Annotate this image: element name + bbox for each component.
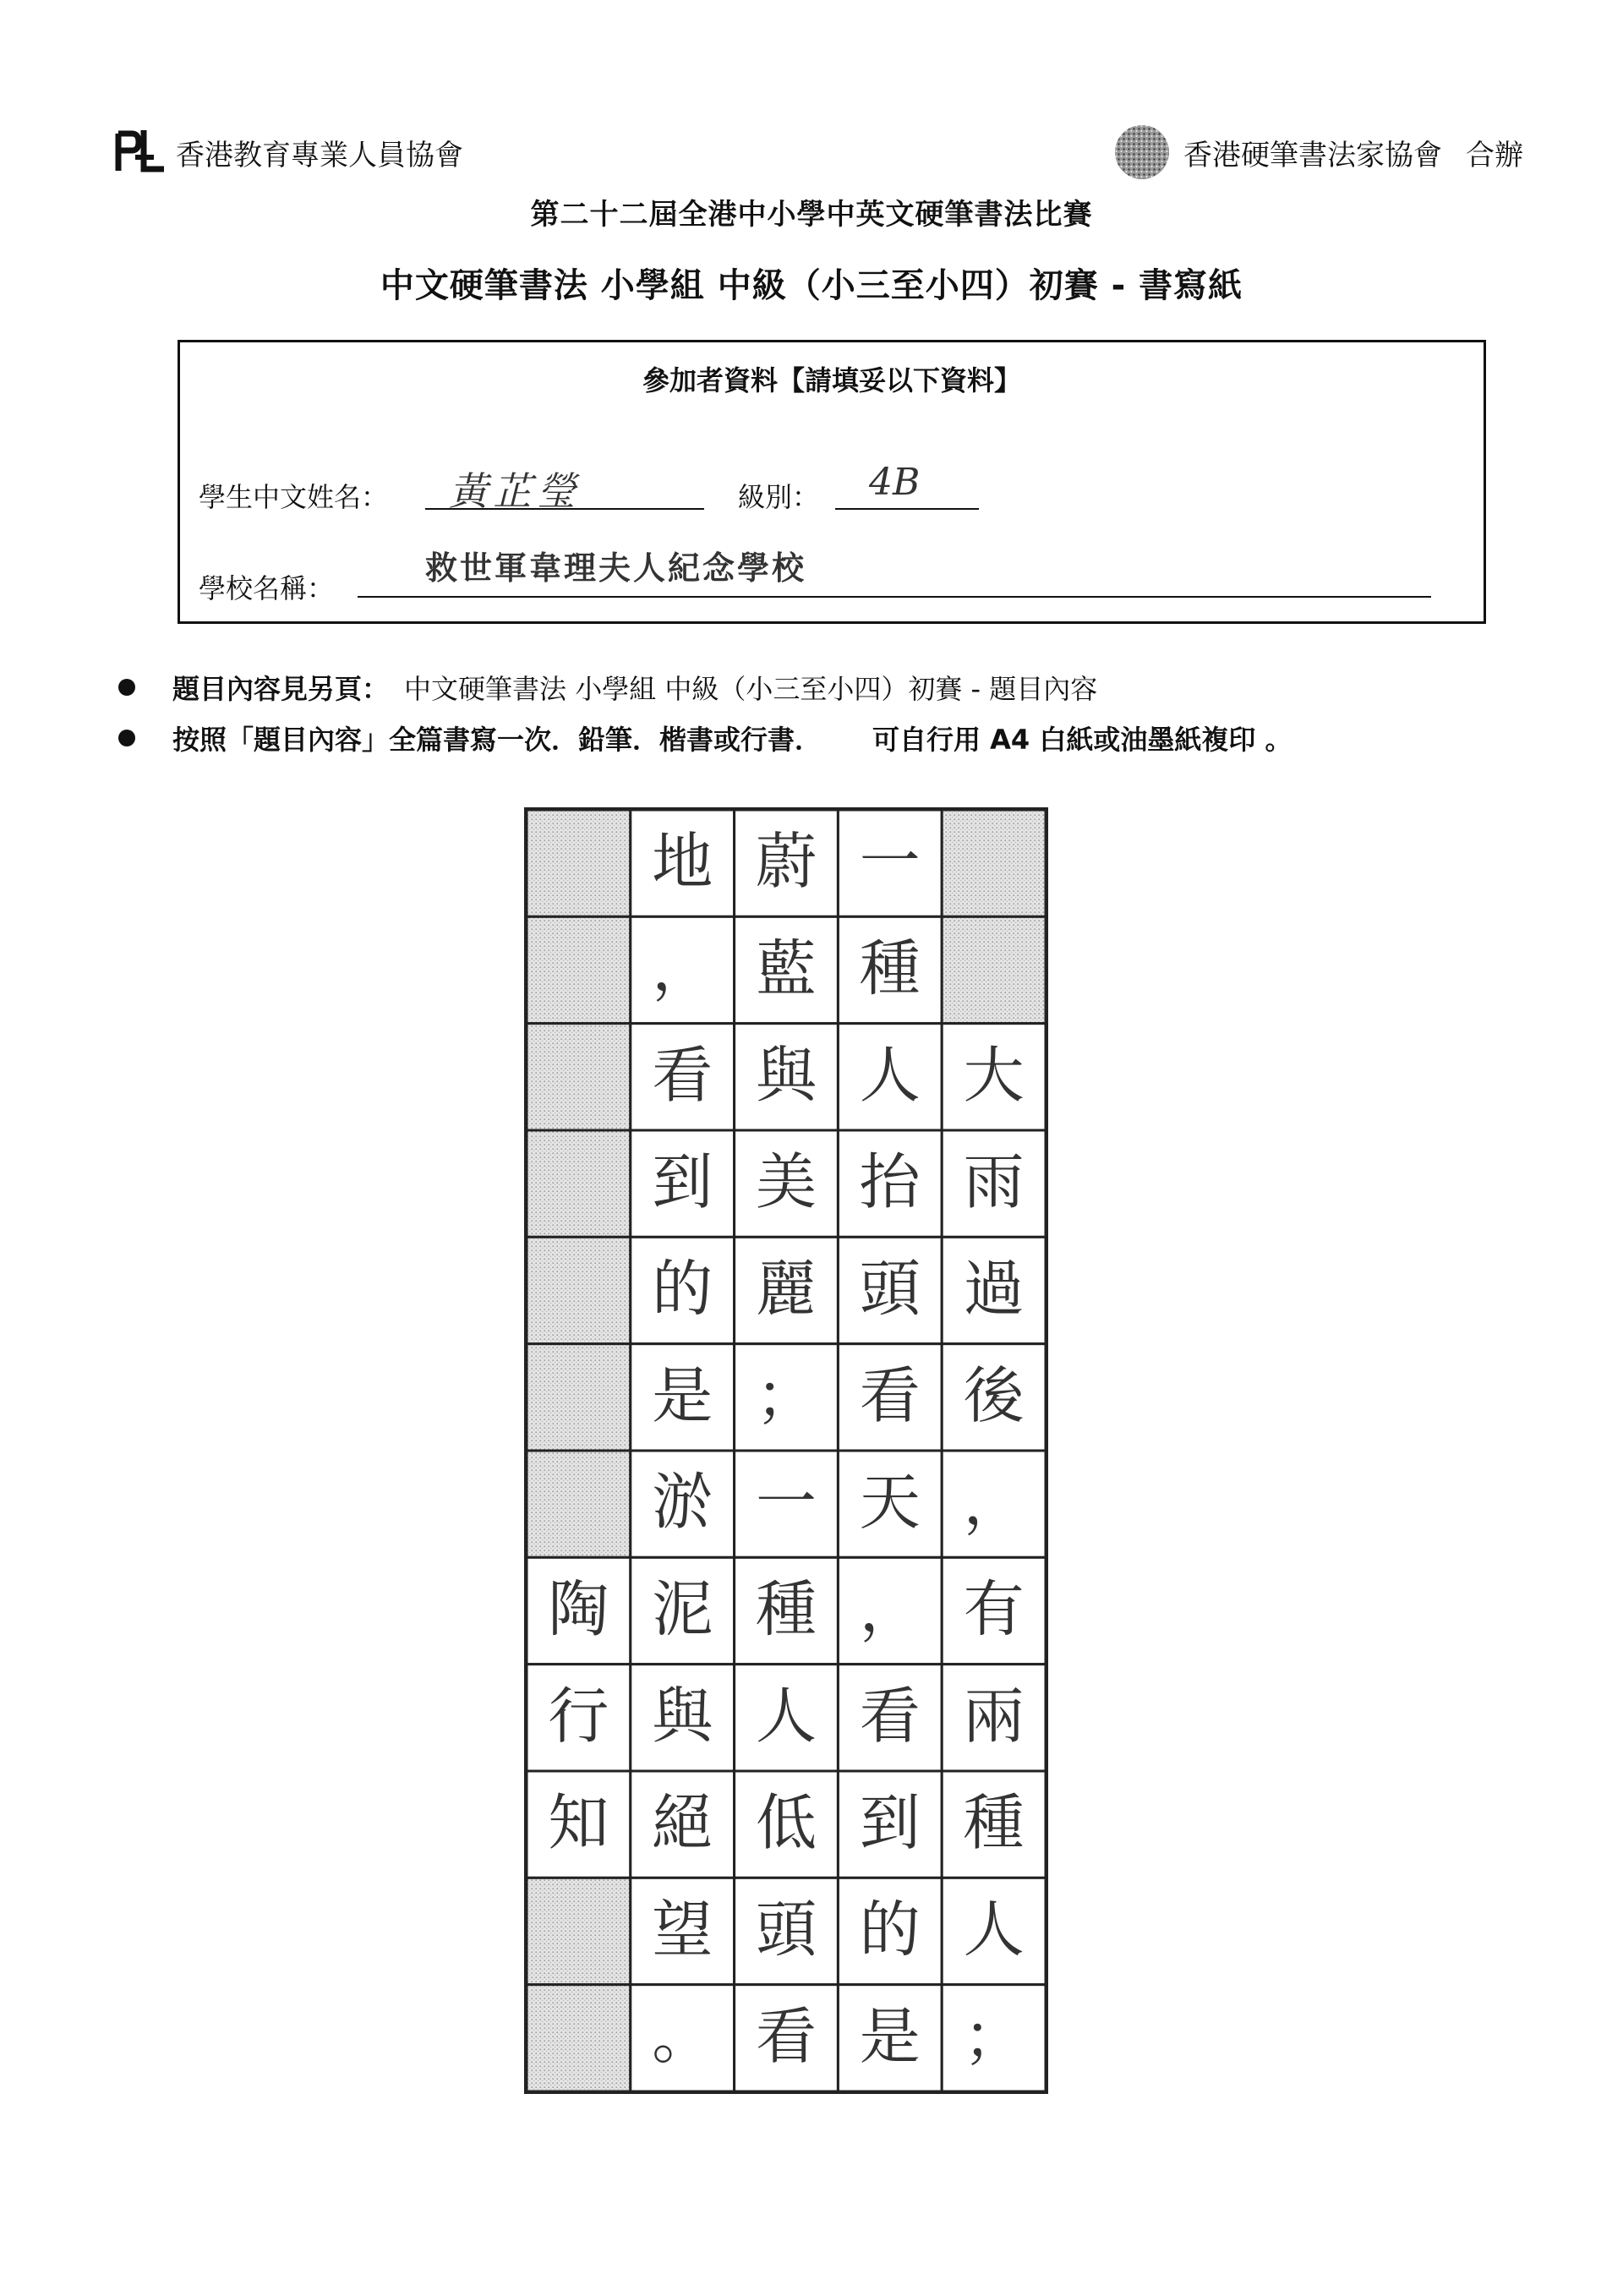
student-name-value: 黃芷瑩	[449, 468, 581, 514]
grid-character: 麗	[755, 1253, 817, 1325]
co-organized-label: 合辦	[1466, 138, 1523, 172]
grid-character: 抬	[859, 1146, 921, 1218]
instruction-2	[118, 719, 1292, 757]
grid-character: 望	[652, 1894, 713, 1965]
grid-cell-shaded	[527, 1237, 631, 1343]
grid-character: 知	[548, 1787, 609, 1859]
instruction-2-extra: 可自行用 A4 白紙或油墨紙複印 。	[872, 724, 1292, 756]
grid-character: 蔚	[755, 826, 817, 898]
grid-character: 絕	[652, 1787, 713, 1859]
grid-character: 過	[963, 1253, 1025, 1325]
grid-character: 一	[859, 826, 921, 898]
bullet-icon	[118, 730, 135, 746]
participant-info-box	[178, 340, 1486, 624]
grid-character: 種	[755, 1573, 817, 1645]
class-value: 4B	[869, 461, 921, 504]
grid-character: ，	[859, 1573, 921, 1645]
grid-character: 看	[652, 1039, 713, 1111]
grid-character: 。	[652, 2000, 713, 2072]
organizer-left-name: 香港教育專業人員協會	[176, 138, 463, 172]
grid-character: 藍	[755, 932, 817, 1004]
grid-character: 種	[963, 1787, 1025, 1859]
organizer-right	[1112, 127, 1523, 178]
grid-character: 到	[859, 1787, 921, 1859]
grid-character: 看	[859, 1680, 921, 1752]
grid-character: 行	[548, 1680, 609, 1752]
grid-character: 美	[755, 1146, 817, 1218]
school-name-field[interactable]	[358, 596, 1431, 598]
instruction-1-detail: 中文硬筆書法 小學組 中級（小三至小四）初賽 - 題目內容	[404, 673, 1098, 705]
grid-character: 大	[963, 1039, 1025, 1111]
organizer-right-name: 香港硬筆書法家協會	[1183, 138, 1442, 172]
grid-character: 頭	[755, 1894, 817, 1965]
grid-character: 兩	[963, 1680, 1025, 1752]
grid-character: 是	[652, 1359, 713, 1431]
writing-grid-canvas	[527, 810, 1046, 2091]
class-field[interactable]	[835, 508, 979, 510]
grid-character: ；	[963, 2000, 1025, 2072]
grid-character: 有	[963, 1573, 1025, 1645]
grid-character: 看	[755, 2000, 817, 2072]
grid-character: 泥	[652, 1573, 713, 1645]
grid-cell-shaded	[942, 916, 1046, 1023]
grid-cell-shaded	[942, 810, 1046, 916]
grid-cell-shaded	[527, 810, 631, 916]
grid-character: 人	[859, 1039, 921, 1111]
grid-character: ；	[755, 1359, 817, 1431]
grid-character: 的	[859, 1894, 921, 1965]
grid-character: 後	[963, 1359, 1025, 1431]
student-name-label: 學生中文姓名：	[199, 481, 389, 513]
grid-cell-shaded	[527, 1130, 631, 1237]
seal-icon	[1112, 123, 1172, 182]
competition-title: 第二十二屆全港中小學中英文硬筆書法比賽	[530, 198, 1093, 232]
instruction-1	[118, 668, 1097, 707]
school-name-label: 學校名稱：	[199, 572, 335, 604]
bullet-icon	[118, 679, 135, 696]
grid-character: 看	[859, 1359, 921, 1431]
grid-character: 與	[755, 1039, 817, 1111]
grid-character: 頭	[859, 1253, 921, 1325]
grid-character: 是	[859, 2000, 921, 2072]
writing-grid	[524, 807, 1048, 2094]
ptu-logo-icon	[110, 127, 169, 178]
instruction-1-prefix: 題目內容見另頁：	[172, 673, 390, 705]
school-name-value: 救世軍韋理夫人紀念學校	[425, 549, 807, 587]
grid-character: ，	[652, 932, 713, 1004]
grid-cell-shaded	[527, 1985, 631, 2091]
paper-title: 中文硬筆書法 小學組 中級（小三至小四）初賽 - 書寫紙	[380, 266, 1243, 305]
grid-character: 人	[963, 1894, 1025, 1965]
grid-character: 人	[755, 1680, 817, 1752]
grid-cell-shaded	[527, 1024, 631, 1130]
organizer-left	[110, 127, 463, 178]
participant-info-heading: 參加者資料【請填妥以下資料】	[642, 364, 1021, 396]
grid-character: 一	[755, 1467, 817, 1539]
grid-character: 的	[652, 1253, 713, 1325]
grid-cell-shaded	[527, 1344, 631, 1451]
grid-character: 到	[652, 1146, 713, 1218]
grid-character: 低	[755, 1787, 817, 1859]
grid-cell-shaded	[527, 916, 631, 1023]
grid-cell-shaded	[527, 1451, 631, 1557]
grid-character: ，	[963, 1467, 1025, 1539]
instruction-2-text: 按照「題目內容」全篇書寫一次．鉛筆．楷書或行書．	[172, 724, 822, 756]
grid-character: 種	[859, 932, 921, 1004]
grid-character: 淤	[652, 1467, 713, 1539]
grid-character: 雨	[963, 1146, 1025, 1218]
class-label: 級別：	[738, 481, 820, 513]
grid-cell-shaded	[527, 1878, 631, 1984]
grid-character: 天	[859, 1467, 921, 1539]
grid-character: 與	[652, 1680, 713, 1752]
grid-character: 地	[652, 826, 713, 898]
grid-character: 陶	[548, 1573, 609, 1645]
